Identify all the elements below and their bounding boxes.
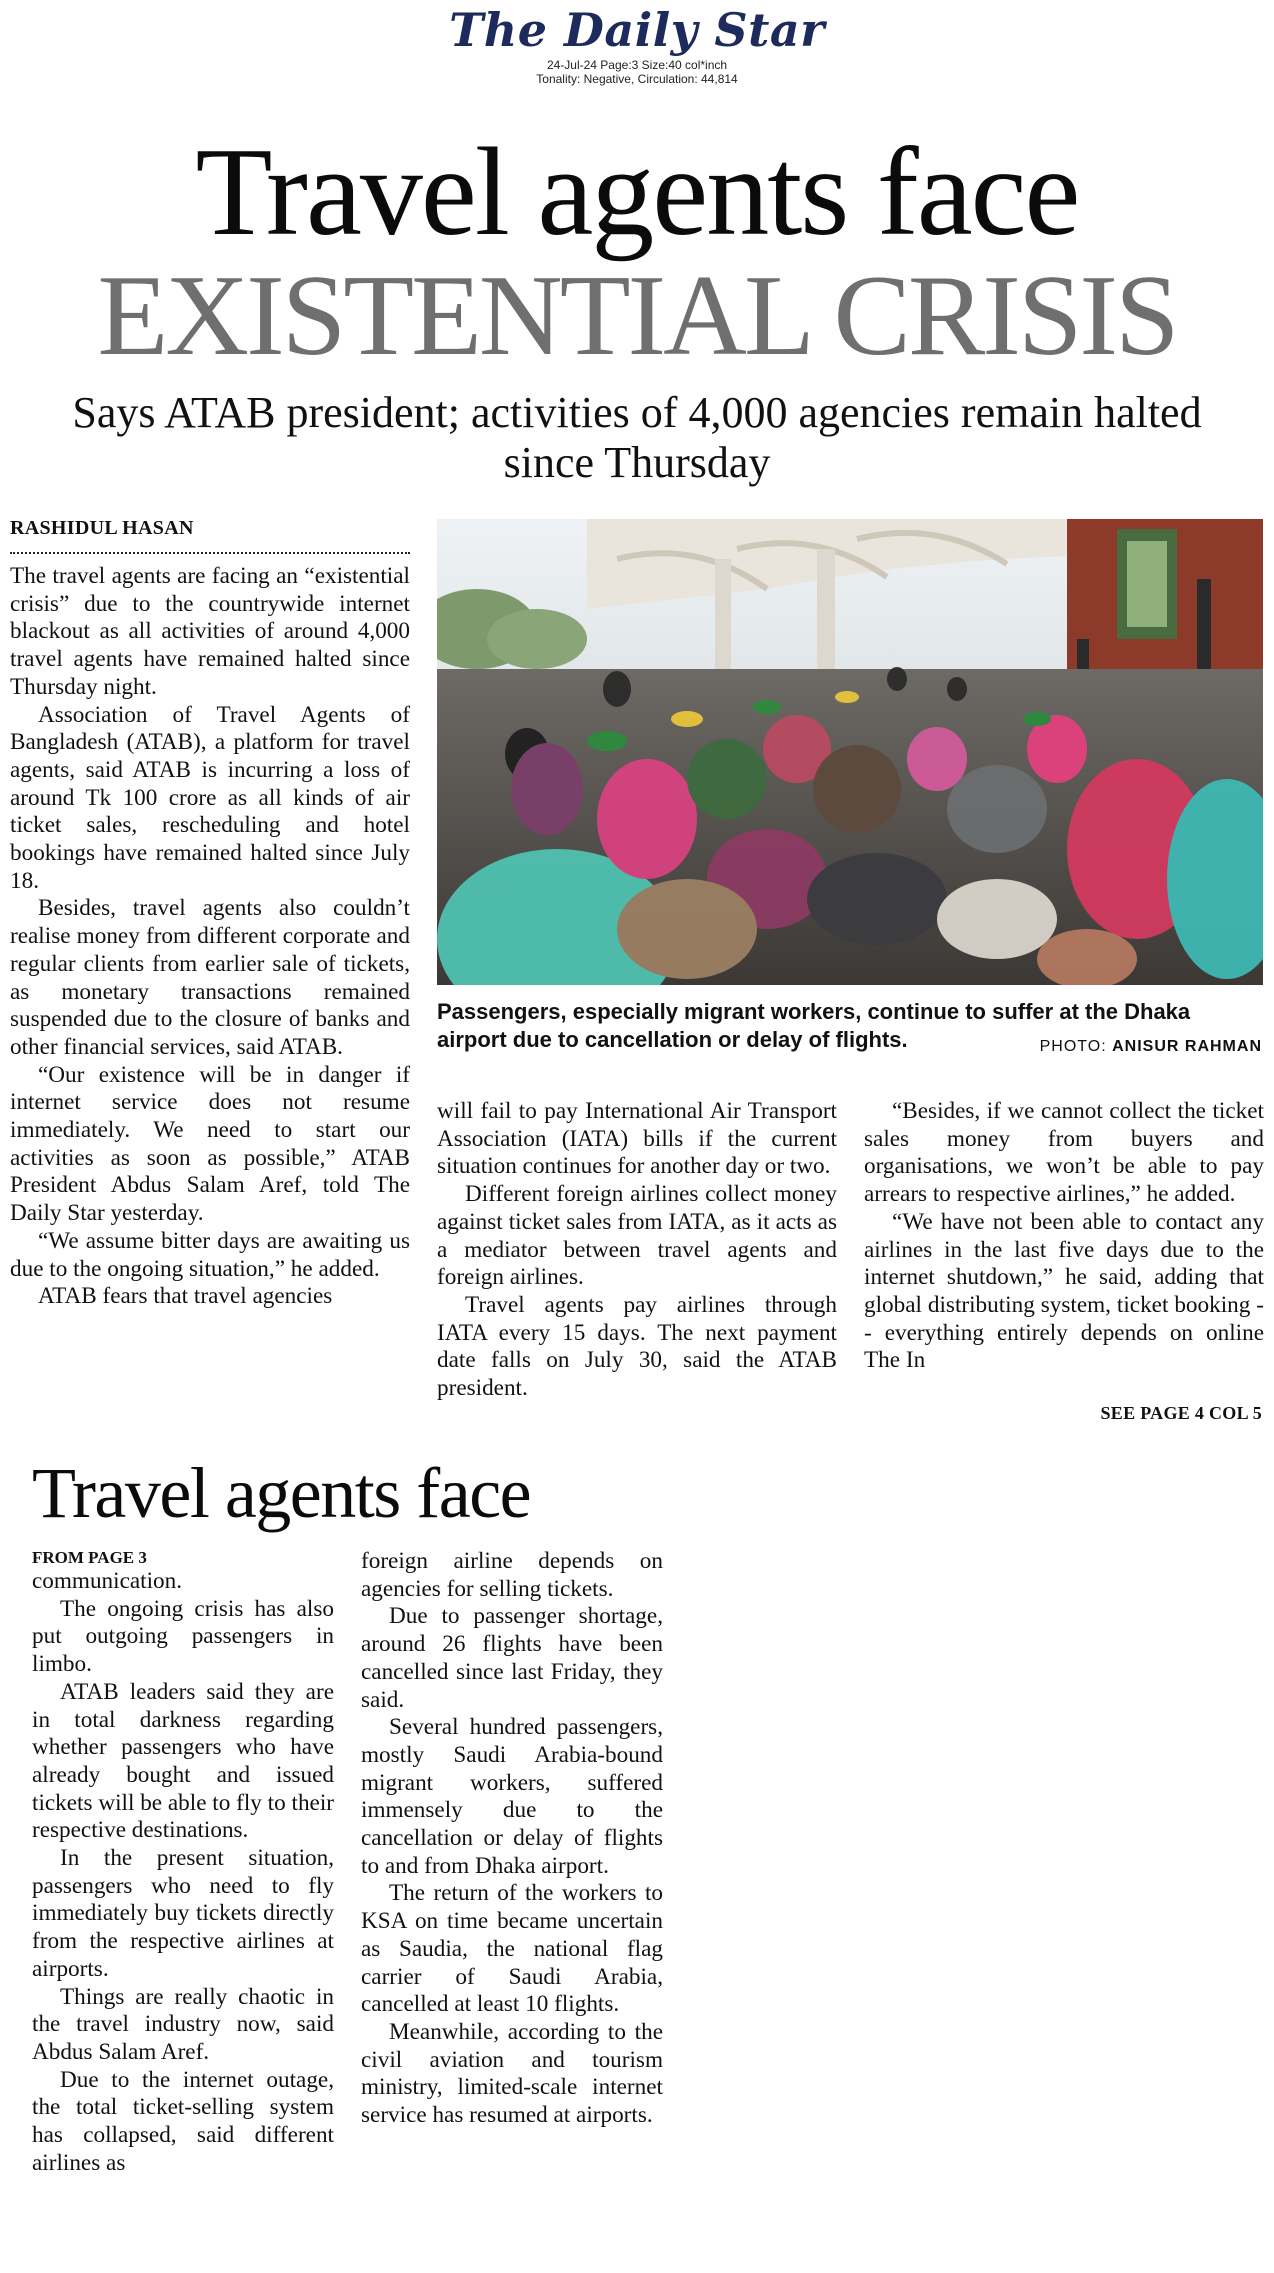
paragraph: Things are really chaotic in the travel industry now, said Abdus Salam Aref. [32,1983,334,2065]
headline-line1: Travel agents face [195,123,1079,262]
article-column-3 [864,1098,1264,1375]
continued-from-label: FROM PAGE 3 [32,1548,147,1567]
paragraph: Different foreign airlines collect money against ticket sales from IATA, as it acts as a mediator between travel agents and foreign airlines. [437,1181,837,1291]
photo-credit-name: ANISUR RAHMAN [1112,1038,1262,1055]
paragraph: Association of Travel Agents of Bangladesh (ATAB), a platform for travel agents, said ATAB is incurring a loss of around Tk 100 crore as all kinds of air ticket sales, rescheduling and hotel bookings have remained halted since July 18. [10,701,410,894]
paragraph: Travel agents pay airlines through IATA every 15 days. The next payment date falls on July 30, said the ATAB president. [437,1291,837,1402]
paragraph: “Our existence will be in danger if internet service does not resume immediately. We need to start our activities as soon as possible,” ATAB President Abdus Salam Aref, told The Daily Star yesterday. [10,1061,410,1227]
paragraph: Due to the internet outage, the total ticket-selling system has collapsed, said different airlines as [32,2066,334,2176]
paragraph: “We assume bitter days are awaiting us due to the ongoing situation,” he added. [10,1227,410,1282]
photo-caption: Passengers, especially migrant workers, continue to suffer at the Dhaka airport due to cancellation or delay of flights. [437,999,1191,1052]
clipping-meta-line2: Tonality: Negative, Circulation: 44,814 [536,72,738,86]
byline-divider [10,552,410,554]
paragraph: “Besides, if we cannot collect the ticket sales money from buyers and organisations, we won’t be able to pay arrears to respective airlines,” he added. [864,1098,1264,1208]
news-photo [437,519,1263,985]
paragraph: The ongoing crisis has also put outgoing passengers in limbo. [32,1595,334,1678]
masthead [0,0,1274,86]
headline-line2: EXISTENTIAL CRISIS [97,252,1177,380]
article-column-2 [437,1098,837,1403]
jump-column-2 [361,1548,663,2130]
paragraph: will fail to pay International Air Transport Association (IATA) bills if the current situation continues for another day or two. [437,1098,837,1180]
paragraph: foreign airline depends on agencies for selling tickets. [361,1548,663,1602]
clipping-meta-line1: 24-Jul-24 Page:3 Size:40 col*inch [546,58,728,72]
paragraph: The return of the workers to KSA on time became uncertain as Saudia, the national flag carrier of Saudi Arabia, cancelled at least 10 flights. [361,1880,663,2018]
paragraph: Due to passenger shortage, around 26 flights have been cancelled since last Friday, they said. [361,1603,663,1713]
paragraph: ATAB leaders said they are in total darkness regarding whether passengers who have already bought and issued tickets will be able to fly to their respective destinations. [32,1678,335,1844]
photo-credit [1040,1038,1262,1056]
airport-crowd-photo [437,519,1263,985]
paragraph: communication. [32,1568,183,1594]
paragraph: Several hundred passengers, mostly Saudi Arabia-bound migrant workers, suffered immensely due to the cancellation or delay of flights to and from Dhaka airport. [361,1714,663,1879]
paragraph: The travel agents are facing an “existential crisis” due to the countrywide internet blackout as all activities of around 4,000 travel agents have remained halted since Thursday night. [10,563,410,700]
paragraph: “We have not been able to contact any airlines in the last five days due to the internet shutdown,” he said, adding that global distributing system, ticket booking -- everything entirely depends on online The In [864,1208,1264,1374]
paragraph: In the present situation, passengers who need to fly immediately buy tickets directly from the respective airlines at airports. [32,1845,334,1982]
jump-headline: Travel agents face [32,1453,531,1533]
article-column-1 [10,563,410,1311]
continued-on-label: SEE PAGE 4 COL 5 [1100,1403,1262,1423]
paragraph: Meanwhile, according to the civil aviation and tourism ministry, limited-scale internet service has resumed at airports. [361,2018,663,2129]
paragraph: Besides, travel agents also couldn’t realise money from different corporate and regular clients from earlier sale of tickets, as monetary transactions remained suspended due to the closure of banks and other financial services, said ATAB. [10,895,410,1060]
jump-column-1 [32,1568,334,2177]
photo-credit-label: PHOTO: [1039,1038,1107,1055]
byline: RASHIDUL HASAN [10,517,194,539]
paragraph: ATAB fears that travel agencies [38,1283,333,1310]
newspaper-logo: The Daily Star [449,3,825,57]
headline-deck: Says ATAB president; activities of 4,000 agencies remain halted since Thursday [72,388,1202,487]
